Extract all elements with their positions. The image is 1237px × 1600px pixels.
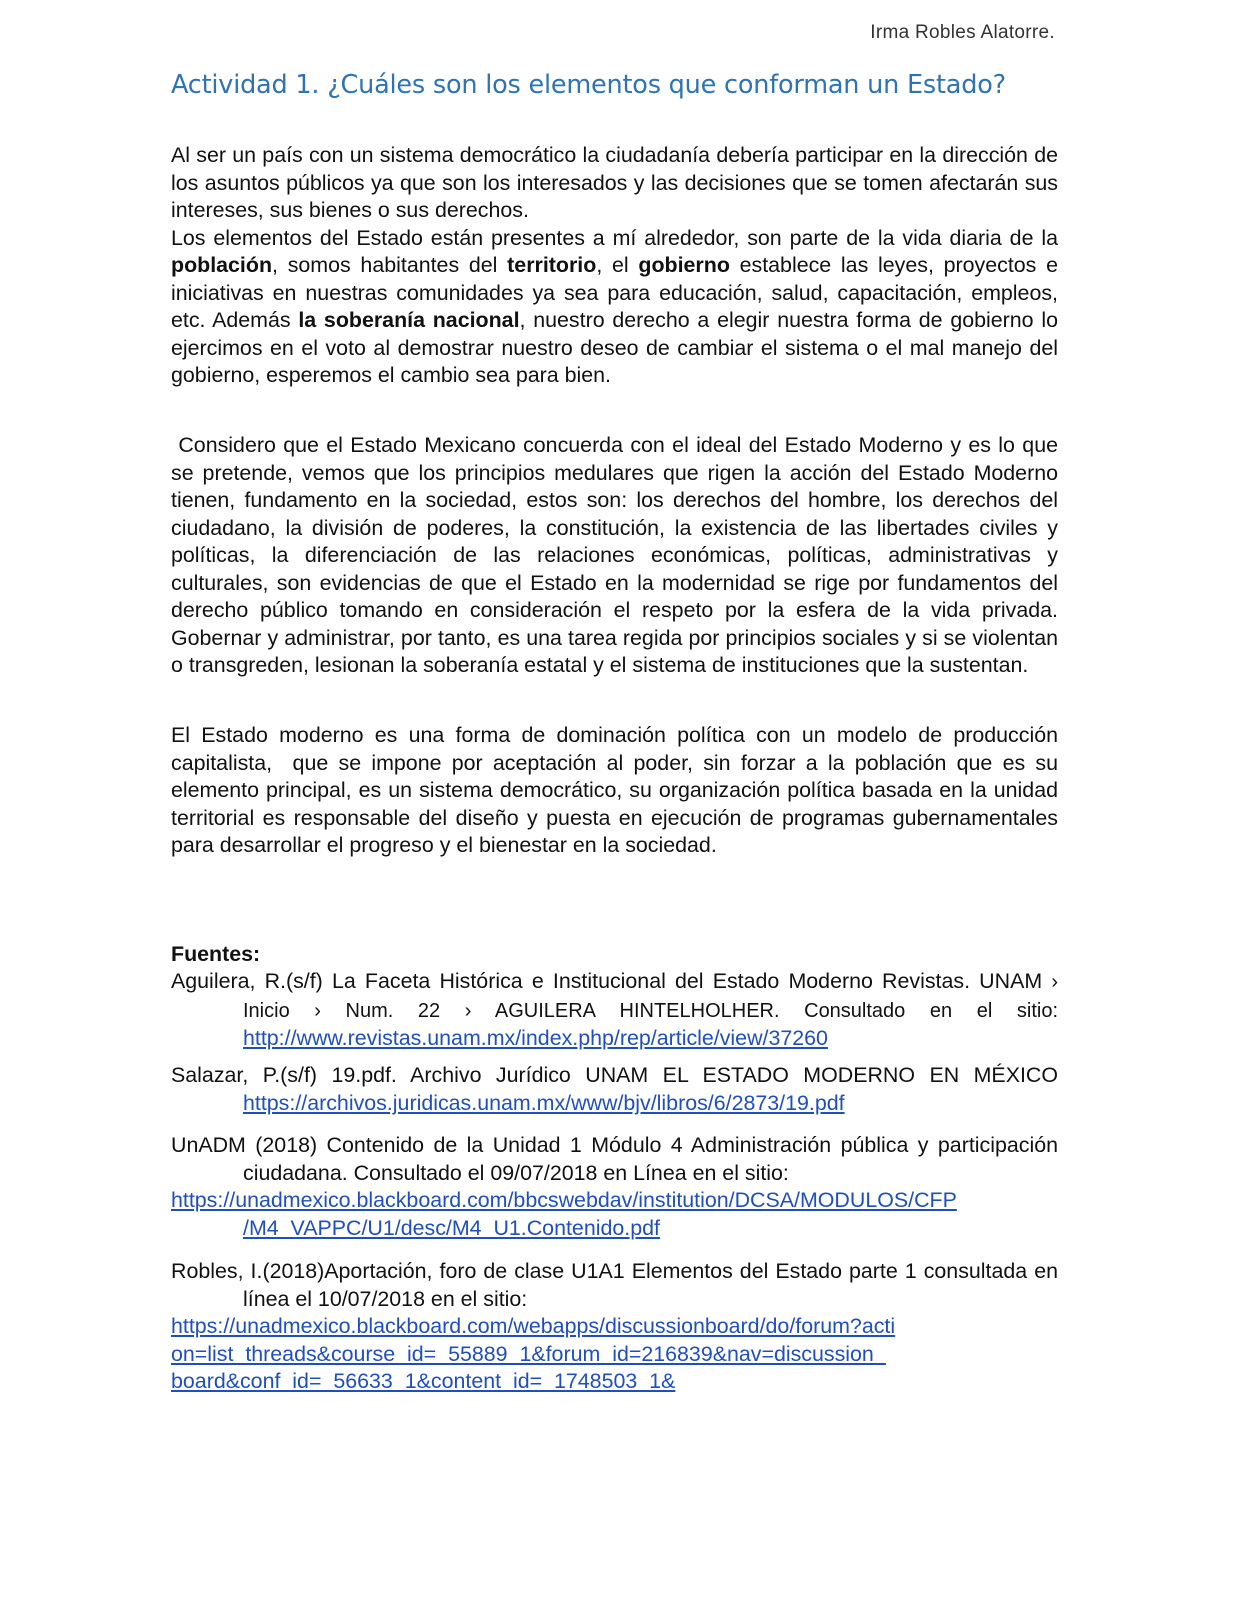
- bold-gobierno: gobierno: [638, 253, 730, 277]
- reference-unadm-link[interactable]: [171, 1187, 1058, 1242]
- bold-soberania: la soberanía nacional: [298, 308, 520, 332]
- reference-robles-link-line-1: https://unadmexico.blackboard.com/webapps/discussionboard/do/forum?acti: [171, 1314, 896, 1338]
- paragraph-2-text: Considero que el Estado Mexicano concuerda con el ideal del Estado Moderno y es lo que se pretende, vemos que los principios medulares que rigen la acción del Estado Moderno tienen, fundamento en la sociedad, estos son: los derechos del hombre, los derechos del ciudadano, la división de poderes, la constitución, la existencia de las libertades civiles y políticas, la diferenciación de las relaciones económicas, políticas, administrativas y culturales, son evidencias de que el Estado en la modernidad se rige por fundamentos del derecho público tomando en consideración el respeto por la esfera de la vida privada. Gobernar y administrar, por tanto, es una tarea regida por principios sociales y si se violentan o transgreden, lesionan la soberanía estatal y el sistema de instituciones que la sustentan.: [171, 433, 1064, 677]
- reference-salazar-link[interactable]: https://archivos.juridicas.unam.mx/www/bjv/libros/6/2873/19.pdf: [243, 1090, 845, 1115]
- reference-aguilera-text-2: › Inicio › Num. 22 › AGUILERA HINTELHOLHER. Consultado en el sitio:: [243, 971, 1058, 1022]
- reference-unadm-text: UnADM (2018) Contenido de la Unidad 1 Módulo 4 Administración pública y participación ciudadana. Consultado el 09/07/2018 en Línea en el sitio:: [171, 1133, 1058, 1185]
- header-author: Irma Robles Alatorre.: [870, 22, 1055, 43]
- reference-salazar-text: Salazar, P.(s/f) 19.pdf. Archivo Jurídico UNAM EL ESTADO MODERNO EN MÉXICO: [171, 1063, 1058, 1087]
- paragraph-1-text-c: , el: [596, 253, 639, 277]
- bold-territorio: territorio: [507, 253, 597, 277]
- page-title: Actividad 1. ¿Cuáles son los elementos que conforman un Estado?: [171, 70, 1006, 100]
- paragraph-1-text: [171, 142, 1058, 390]
- reference-aguilera-text: Aguilera, R.(s/f) La Faceta Histórica e Institucional del Estado Moderno Revistas. UNAM: [171, 969, 1052, 993]
- reference-salazar: [171, 1062, 1058, 1117]
- sources-heading: Fuentes:: [171, 942, 261, 966]
- paragraph-1-text-a: Los elementos del Estado están presentes a mí alrededor, son parte de la vida diaria de la: [171, 225, 1058, 250]
- paragraph-1-sentence-1: Al ser un país con un sistema democrático la ciudadanía debería participar en la dirección de los asuntos públicos ya que son los interesados y las decisiones que se tomen afectarán sus intereses, sus bienes o sus derechos.: [171, 143, 1058, 222]
- reference-unadm: [171, 1132, 1058, 1242]
- reference-robles-text: Robles, I.(2018)Aportación, foro de clase U1A1 Elementos del Estado parte 1 consultada en línea el 10/07/2018 en el sitio:: [171, 1259, 1058, 1311]
- paragraph-3: [171, 722, 1064, 860]
- paragraph-3-text: El Estado moderno es una forma de dominación política con un modelo de producción capitalista, que se impone por aceptación al poder, sin forzar a la población que es su elemento principal, es un sistema democrático, su organización política basada en la unidad territorial es responsable del diseño y puesta en ejecución de programas gubernamentales para desarrollar el progreso y el bienestar en la sociedad.: [171, 723, 1064, 857]
- paragraph-1-text-e: , nuestro derecho a elegir nuestra forma de gobierno lo ejercimos en el voto al demostrar nuestro deseo de cambiar el sistema o el mal manejo del gobierno, esperemos el cambio sea para bien.: [171, 308, 1058, 387]
- reference-unadm-link-line-1: https://unadmexico.blackboard.com/bbcswebdav/institution/DCSA/MODULOS/CFP: [171, 1188, 957, 1212]
- paragraph-2: [171, 432, 1064, 680]
- reference-robles-link[interactable]: [171, 1313, 1058, 1396]
- paragraph-1-text-d: establece las leyes, proyectos e iniciativas en nuestras comunidades ya sea para educación, salud, capacitación, empleos, etc. Además: [171, 253, 1058, 332]
- reference-unadm-link-line-2: /M4_VAPPC/U1/desc/M4_U1.Contenido.pdf: [243, 1215, 660, 1240]
- reference-aguilera: [171, 968, 1058, 1053]
- reference-aguilera-link[interactable]: http://www.revistas.unam.mx/index.php/rep/article/view/37260: [243, 1026, 828, 1050]
- reference-robles-link-line-2: on=list_threads&course_id=_55889_1&forum_id=216839&nav=discussion_: [171, 1341, 886, 1366]
- paragraph-1: [171, 142, 1058, 390]
- reference-robles-link-line-3: board&conf_id=_56633_1&content_id=_1748503_1&: [171, 1369, 676, 1393]
- paragraph-1-text-b: , somos habitantes del: [272, 253, 508, 277]
- bold-poblacion: población: [171, 253, 273, 277]
- reference-robles: [171, 1258, 1058, 1396]
